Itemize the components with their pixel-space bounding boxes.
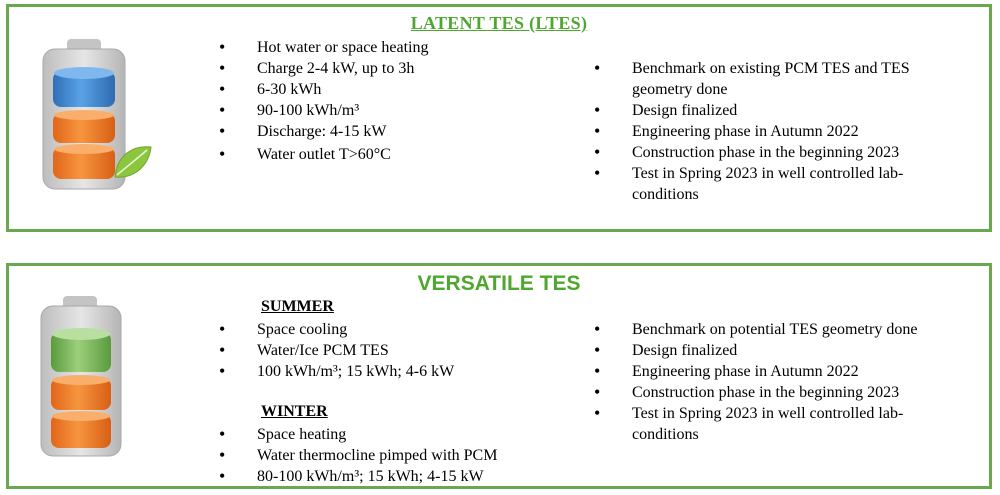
list-item: • Benchmark on potential TES geometry done [594, 319, 954, 340]
winter-heading: WINTER [261, 403, 328, 420]
list-item: • 90-100 kWh/m³ [219, 100, 428, 121]
list-item: • Water thermocline pimped with PCM [219, 445, 497, 466]
list-item: • Engineering phase in Autumn 2022 [594, 121, 954, 142]
list-item: • Discharge: 4-15 kW [219, 121, 428, 142]
list-item: • Construction phase in the beginning 2023 [594, 142, 954, 163]
list-item: • Design finalized [594, 100, 954, 121]
list-item: • Water/Ice PCM TES [219, 340, 454, 361]
ltes-spec-list [219, 37, 428, 165]
battery-icon-ltes [37, 37, 157, 197]
list-item: • Test in Spring 2023 in well controlled lab-conditions [594, 403, 954, 445]
list-item: • Hot water or space heating [219, 37, 428, 58]
list-item: • Design finalized [594, 340, 954, 361]
ltes-panel [6, 4, 992, 232]
list-item: • Water outlet T>60°C [219, 144, 428, 165]
list-item: • Engineering phase in Autumn 2022 [594, 361, 954, 382]
list-item: • Test in Spring 2023 in well controlled lab-conditions [594, 163, 954, 205]
summer-list [219, 319, 454, 382]
battery-icon-vtes [37, 294, 137, 462]
list-item: • Construction phase in the beginning 2023 [594, 382, 954, 403]
vtes-title: VERSATILE TES [417, 272, 581, 295]
list-item: • 80-100 kWh/m³; 15 kWh; 4-15 kW [219, 466, 497, 487]
vtes-panel [6, 263, 992, 489]
winter-list [219, 424, 497, 487]
list-item: • Space heating [219, 424, 497, 445]
summer-heading: SUMMER [261, 298, 334, 315]
list-item: • Space cooling [219, 319, 454, 340]
list-item: • Charge 2-4 kW, up to 3h [219, 58, 428, 79]
ltes-status-list [594, 58, 954, 205]
list-item: • Benchmark on existing PCM TES and TES geometry done [594, 58, 954, 100]
ltes-title: LATENT TES (LTES) [410, 13, 588, 33]
list-item: • 6-30 kWh [219, 79, 428, 100]
vtes-status-list [594, 319, 954, 445]
list-item: • 100 kWh/m³; 15 kWh; 4-6 kW [219, 361, 454, 382]
